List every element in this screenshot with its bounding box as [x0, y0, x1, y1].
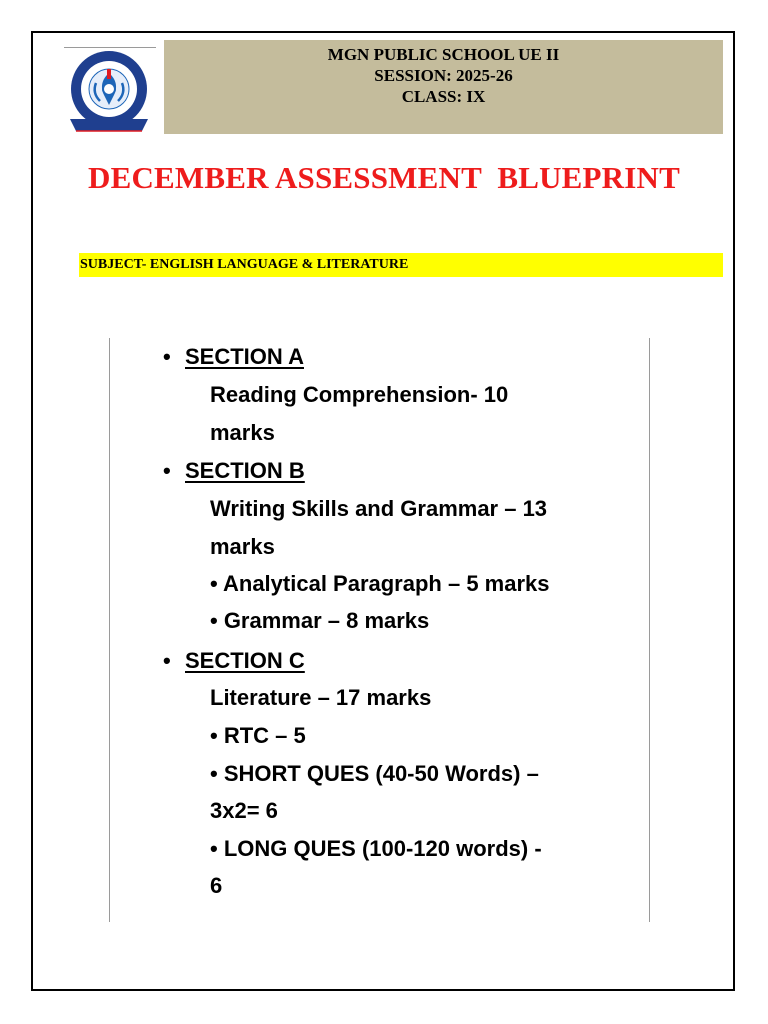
page-title: DECEMBER ASSESSMENT BLUEPRINT	[87, 160, 680, 195]
section-b-heading	[163, 457, 305, 485]
school-name: MGN PUBLIC SCHOOL UE II	[327, 45, 560, 64]
bullet-icon: •	[163, 648, 171, 673]
section-c-heading	[163, 647, 305, 675]
section-label: SECTION C	[185, 648, 305, 673]
bullet-icon: •	[163, 344, 171, 369]
section-a-line: marks	[210, 420, 275, 445]
section-c-line: 3x2= 6	[210, 798, 278, 823]
section-label: SECTION B	[185, 458, 305, 483]
section-label: SECTION A	[185, 344, 304, 369]
school-header	[164, 40, 723, 134]
section-a-heading	[163, 343, 304, 371]
bullet-icon: •	[163, 458, 171, 483]
subject-banner	[79, 253, 723, 277]
section-b-line: • Grammar – 8 marks	[210, 608, 430, 633]
section-b-line: • Analytical Paragraph – 5 marks	[210, 571, 550, 596]
section-a-line: Reading Comprehension- 10	[210, 382, 509, 407]
section-b-line: Writing Skills and Grammar – 13	[210, 496, 548, 521]
section-c-line: Literature – 17 marks	[210, 685, 432, 710]
section-b-line: marks	[210, 534, 275, 559]
school-logo-icon	[62, 47, 156, 141]
class-label: CLASS: IX	[401, 87, 486, 106]
session-label: SESSION: 2025-26	[374, 66, 513, 85]
subject-label: SUBJECT- ENGLISH LANGUAGE & LITERATURE	[80, 257, 409, 272]
section-c-line: • SHORT QUES (40-50 Words) –	[210, 761, 539, 786]
section-c-line: • LONG QUES (100-120 words) -	[210, 836, 542, 861]
section-c-line: 6	[210, 873, 223, 898]
section-c-line: • RTC – 5	[210, 723, 306, 748]
